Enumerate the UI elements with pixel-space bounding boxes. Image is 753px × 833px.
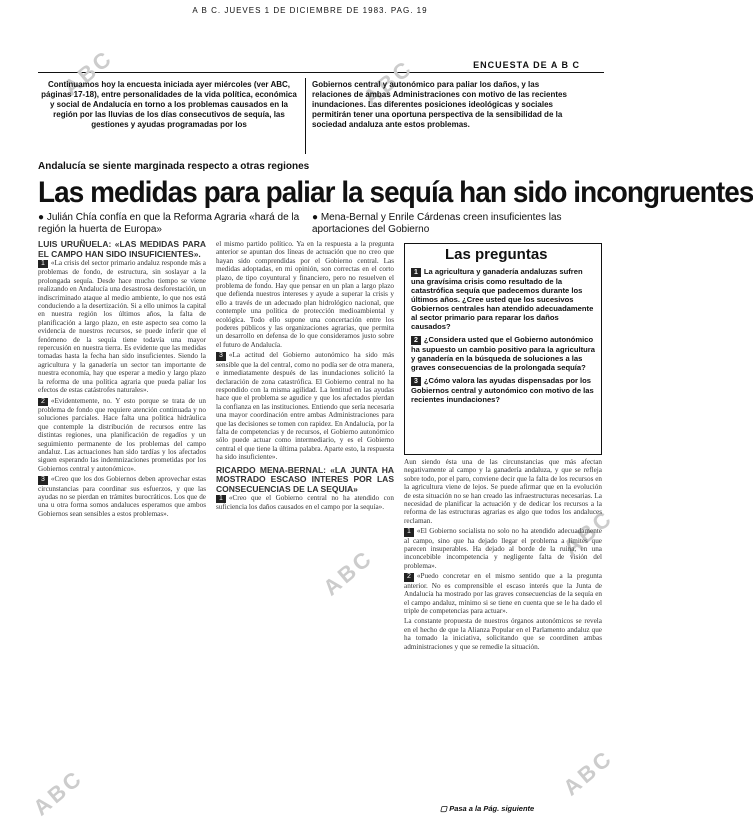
number-badge: 1 bbox=[404, 528, 414, 536]
paragraph: Aun siendo ésta una de las circunstancias que más afectan negativamente al campo y la ganadería andaluza, y que se refleja sobre todo, por el paro, conviene decir que la falta de los recursos en la agricultura viene de lejos. Se puede afirmar que en la evolución de esta situación no se han creado las infraestructuras necesarias. La necesidad de planificar la actuación y de dedicar los recursos a la reforma de las estructuras agrarias es algo que todos los andaluces reclaman. bbox=[404, 458, 602, 525]
section-label: ENCUESTA DE A B C bbox=[473, 60, 580, 70]
intro-divider bbox=[305, 78, 306, 154]
paragraph: «La actitud del Gobierno autonómico ha sido más sensible que la del central, como no podía ser de otra manera, e inmediatamente después de las inundaciones solicitó la declaración de zona catastrófica. El Gobierno central no ha respondido con la misma agilidad. La lentitud en las ayudas hace que el problema se agudice y que los afectados pierdan la confianza en las instituciones. Entiendo que sería necesaria una mayor coordinación entre ambas Administraciones para que las decisiones se tomen con rapidez. En Andalucía, por la falta de competencias y de recursos, el Gobierno autonómico sólo puede actuar como intermediario, y es el Gobierno central el que tiene la última palabra. Aparte esto, la respuesta ha sido insuficiente». bbox=[216, 351, 395, 462]
byline-uruñuela: LUIS URUÑUELA: «LAS MEDIDAS PARA EL CAMPO HAN SIDO INSUFICIENTES». bbox=[38, 239, 206, 259]
paragraph: «Evidentemente, no. Y esto porque se trata de un problema de fondo que requiere atención continuada y no soluciones parciales. Hace falta una política hidráulica que contemple la distribución de recursos entre las distintas regiones, una planificación de regadíos y un seguimiento permanente de los problemas del campo andaluz. Las actuaciones han sido tardías y los afectados siguen esperando las indemnizaciones prometidas por los Gobiernos central y autonómico». bbox=[38, 396, 206, 473]
paragraph: «Creo que el Gobierno central no ha atendido con suficiencia los daños causados en el campo por la sequía». bbox=[216, 494, 394, 512]
column-3 bbox=[404, 458, 602, 788]
top-rule bbox=[38, 72, 604, 73]
column-1 bbox=[38, 240, 206, 820]
watermark: ABC bbox=[318, 544, 378, 601]
watermark: ABC bbox=[28, 764, 88, 821]
column-2 bbox=[216, 240, 394, 820]
number-badge: 1 bbox=[216, 495, 226, 503]
subhead-right bbox=[312, 212, 602, 236]
paragraph: «El Gobierno socialista no solo no ha atendido adecuadamente al campo, sino que ha dejado llegar el problema a límites que parecen insuperables. Ha dejado al borde de la ruina, en una inconcebible incompetencia y negligente falta de visión del problema». bbox=[404, 527, 602, 570]
number-badge: 2 bbox=[38, 398, 48, 406]
subhead-left bbox=[38, 212, 300, 236]
kicker: Andalucía se siente marginada respecto a otras regiones bbox=[38, 161, 310, 172]
headline: Las medidas para paliar la sequía han sido incongruentes bbox=[38, 176, 753, 209]
paragraph: «La crisis del sector primario andaluz responde más a problemas de fondo, de estructura, sin soslayar a la prolongada sequía. Desde hace mucho tiempo se viene realizando en Andalucía una desastrosa desforestación, un indiscriminado ataque al medio ambiente, lo que nos está conduciendo a la desertización. Si a ello unimos la capital en nuestra región los últimos años, la falta de planificación a largo plazo, en este aspecto sea como la evidencia de nuestros recursos, se puede inferir que el fenómeno de la sequía tiene todavía una mayor repercusión en nuestra tierra. Es evidente que las medidas tomadas hasta la fecha han sido insuficientes. Siendo la agricultura y la ganadería un sector tan importante de nuestra economía, hay que esperar a medio y largo plazo la reforma de una política agraria que pueda paliar los efectos de estas catástrofes naturales». bbox=[38, 259, 206, 395]
square-icon: ▢ bbox=[440, 804, 448, 813]
subhead-right-text: Mena-Bernal y Enrile Cárdenas creen insuficientes las aportaciones del Gobierno bbox=[312, 212, 562, 235]
page-header: A B C. JUEVES 1 DE DICIEMBRE DE 1983. PAG. 19 bbox=[192, 6, 428, 15]
question-2: 2 ¿Considera usted que el Gobierno autonómico ha supuesto un cambio positivo para la agricultura y ganadería en la búsqueda de soluciones a las graves consecuencias de la prolongada sequía? bbox=[411, 335, 595, 372]
intro-left: Continuamos hoy la encuesta iniciada ayer miércoles (ver ABC, páginas 17-18), entre personalidades de la vida política, económica y social de Andalucía en torno a los problemas causados en la región por las lluvias de los días consecutivos de sequía, las gestiones y ayudas programadas por los bbox=[41, 80, 297, 129]
question-1: 1 La agricultura y ganadería andaluzas sufren una gravísima crisis como resultado de la catastrófica sequía que padecemos durante los últimos años. ¿Cree usted que los sucesivos Gobiernos centrales han atendido adecuadamente al sector primario para reparar los daños causados? bbox=[411, 267, 594, 331]
questions-title: Las preguntas bbox=[445, 246, 548, 263]
subhead-left-text: Julián Chía confía en que la Reforma Agraria «hará de la región la huerta de Europa» bbox=[38, 212, 300, 235]
paragraph: «Puedo concretar en el mismo sentido que a la pregunta anterior. No es comprensible el escaso interés que la Junta de Andalucía ha mostrado por las graves consecuencias de la sequía en el campo andaluz, mínimo si se tiene en cuenta que se le ha dado el triple de competencias para actuar». bbox=[404, 572, 602, 615]
continue-note: ▢ Pasa a la Pág. siguiente bbox=[440, 804, 535, 813]
number-badge: 3 bbox=[38, 476, 48, 484]
paragraph: La constante propuesta de nuestros órganos autonómicos se revela en el hecho de que la Alianza Popular en el Parlamento andaluz que ha tomado la iniciativa, solicitando que se coordinen ambas administraciones y que se remedie la situación. bbox=[404, 617, 602, 651]
watermark: ABC bbox=[58, 44, 118, 101]
byline-mena-bernal: RICARDO MENA-BERNAL: «LA JUNTA HA MOSTRADO ESCASO INTERES POR LAS CONSECUENCIAS DE LA SEQUIA» bbox=[216, 464, 394, 494]
bullet-icon: ● bbox=[312, 212, 319, 223]
watermark: ABC bbox=[358, 54, 418, 111]
watermark: ABC bbox=[558, 504, 618, 561]
watermark: ABC bbox=[558, 744, 618, 801]
paragraph: «Creo que los dos Gobiernos deben aprovechar estas circunstancias para coordinar sus esfuerzos, y que las ayudas no se pierdan en trámites burocráticos. Los que de una u otra forma somos andaluces esperamos que ambos Gobiernos sean sensibles a estos problemas». bbox=[38, 475, 206, 518]
question-3: 3 ¿Cómo valora las ayudas dispensadas por los Gobiernos central y autonómico con motivo de las recientes inundaciones? bbox=[411, 376, 594, 404]
number-badge: 2 bbox=[404, 573, 414, 581]
paragraph: el mismo partido político. Ya en la respuesta a la pregunta anterior se apuntan dos líneas de actuación que no creo que hayan sido comprendidas por el Gobierno central. Las medidas adoptadas, en mi opinión, son correctas en el corto plazo, de tipo coyuntural y financiero, pero no resuelven el problema de fondo. Hay que pensar en un plan a largo plazo que defienda nuestros intereses y ayude a superar la crisis y ello a través de un adecuado plan hidrológico nacional, que contemple una política de protección medioambiental y ecológica. Todo ello supone una concertación entre los poderes públicos y las organizaciones agrarias, que permita un desarrollo en defensa de lo que consideramos justo sobre el futuro de Andalucía. bbox=[216, 240, 394, 349]
bullet-icon: ● bbox=[38, 212, 45, 223]
number-badge: 1 bbox=[38, 260, 48, 268]
number-badge: 3 bbox=[216, 352, 226, 360]
questions-box bbox=[404, 243, 602, 455]
intro-right: Gobiernos central y autonómico para paliar los daños, y las relaciones de ambas Administraciones con motivo de las recientes inundaciones. Las diferentes posiciones ideológicas y sociales permitirán tener una oportuna perspectiva de la sensibilidad de la sociedad andaluza ante estos problemas. bbox=[312, 80, 567, 129]
